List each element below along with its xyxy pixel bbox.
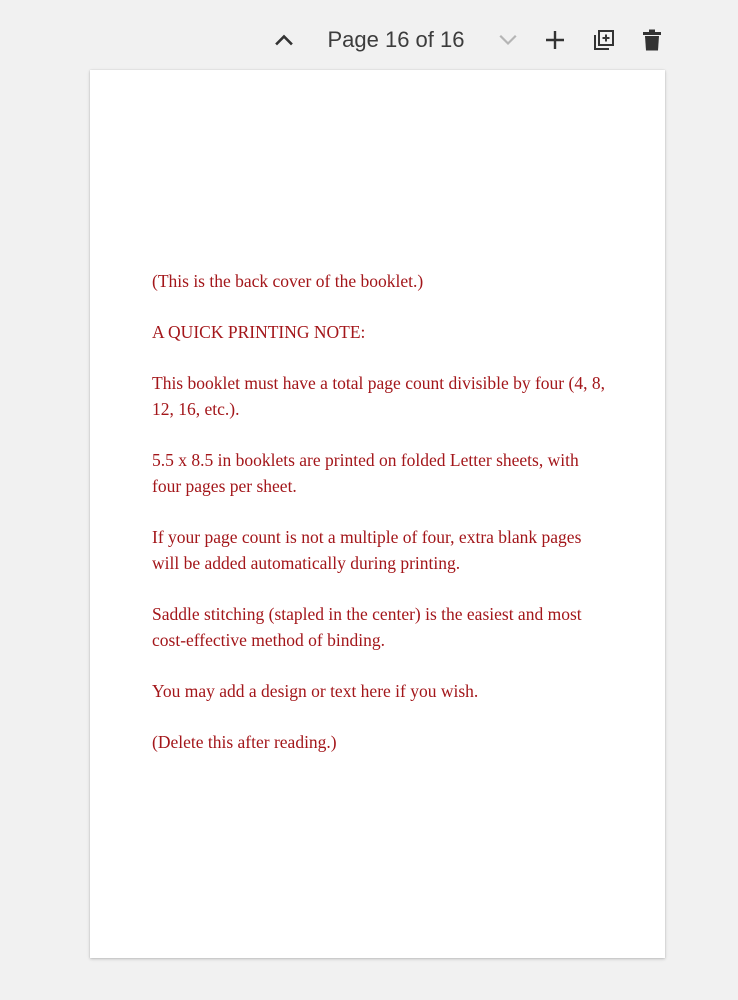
next-page-button[interactable]: [490, 22, 526, 58]
delete-note: (Delete this after reading.): [152, 732, 337, 752]
trash-icon: [641, 28, 663, 52]
previous-page-button[interactable]: [266, 22, 302, 58]
page-text-block[interactable]: [152, 268, 612, 780]
page-toolbar: [0, 0, 738, 70]
duplicate-page-icon: [592, 28, 616, 52]
chevron-down-icon: [497, 29, 519, 51]
chevron-up-icon: [273, 29, 295, 51]
printing-note-heading: A QUICK PRINTING NOTE:: [152, 322, 366, 342]
add-page-button[interactable]: [537, 22, 573, 58]
design-note: You may add a design or text here if you wish.: [152, 681, 479, 701]
plus-icon: [544, 29, 566, 51]
delete-page-button[interactable]: [634, 22, 670, 58]
binding-note: Saddle stitching (stapled in the center) is the easiest and most cost-effective method of binding.: [152, 604, 582, 650]
blank-pages-note: If your page count is not a multiple of four, extra blank pages will be added automatically during printing.: [152, 527, 582, 573]
duplicate-page-button[interactable]: [586, 22, 622, 58]
sheet-size-note: 5.5 x 8.5 in booklets are printed on folded Letter sheets, with four pages per sheet.: [152, 450, 579, 496]
page-count-note: This booklet must have a total page count divisible by four (4, 8, 12, 16, etc.).: [152, 373, 605, 419]
booklet-page[interactable]: [90, 70, 665, 958]
page-indicator: Page 16 of 16: [327, 27, 465, 52]
back-cover-note: (This is the back cover of the booklet.): [152, 271, 424, 291]
